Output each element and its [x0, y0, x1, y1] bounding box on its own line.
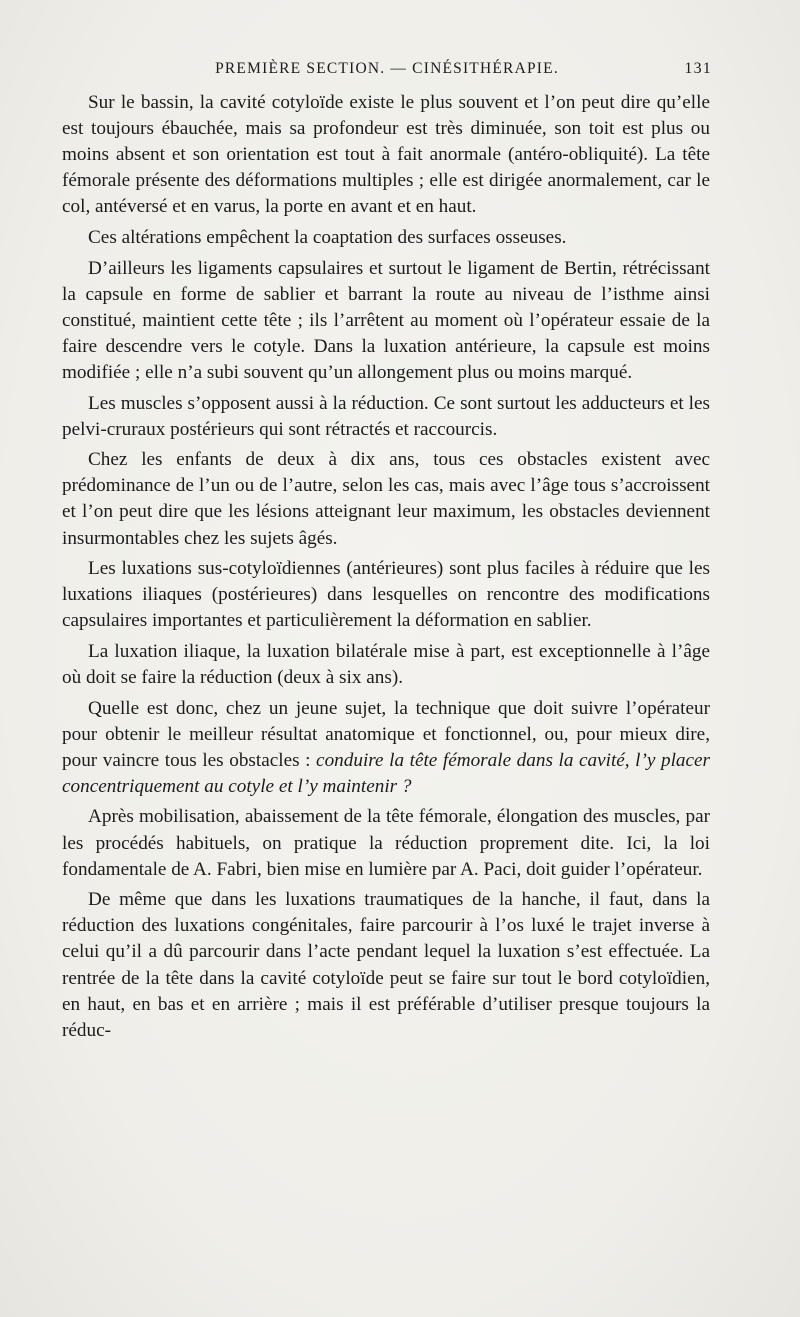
paragraph: Après mobilisation, abaissement de la tête fémorale, élongation des muscles, par les procédés habituels, on pratique la réduction proprement dite. Ici, la loi fondamentale de A. Fabri, bien mise en lumière par A. Paci, doit guider l’opérateur.: [62, 806, 710, 880]
paragraph: D’ailleurs les ligaments capsulaires et surtout le ligament de Bertin, rétrécissant la capsule en forme de sablier et barrant la route au niveau de l’isthme ainsi constitué, maintient cette tête ; ils l’arrêtent au moment où l’opérateur essaie de la faire descendre vers le cotyle. Dans la luxation antérieure, la capsule est moins modifiée ; elle n’a subi souvent qu’un allongement plus ou moins marqué.: [62, 257, 710, 383]
paragraph-with-italic: [62, 696, 710, 800]
page-header: [62, 60, 712, 84]
paragraph-text: Quelle est donc, chez un jeune sujet, la technique que doit suivre l’opérateur pour obtenir le meilleur résultat anatomique et fonctionnel, ou, pour mieux dire, pour vaincre tous les obstacles :: [62, 697, 710, 771]
page-number: 131: [684, 60, 712, 77]
paragraph: Ces altérations empêchent la coaptation des surfaces osseuses.: [88, 226, 567, 248]
paragraph: Sur le bassin, la cavité cotyloïde existe le plus souvent et l’on peut dire qu’elle est toujours ébauchée, mais sa profondeur est très diminuée, son toit est plus ou moins absent et son orientation est tout à fait anormale (antéro-obliquité). La tête fémorale présente des déformations multiples ; elle est dirigée anormalement, car le col, antéversé et en varus, la porte en avant et en haut.: [62, 92, 710, 218]
paragraph: Chez les enfants de deux à dix ans, tous ces obstacles existent avec prédominance de l’un ou de l’autre, selon les cas, mais avec l’âge tous s’accroissent et l’on peut dire que les lésions atteignant leur maximum, les obstacles deviennent insurmontables chez les sujets âgés.: [62, 449, 710, 549]
paragraph: Les luxations sus-cotyloïdiennes (antérieures) sont plus faciles à réduire que les luxations iliaques (postérieures) dans lesquelles on rencontre des modifications capsulaires importantes et particulièrement la déformation en sablier.: [62, 558, 710, 632]
running-title: PREMIÈRE SECTION. — CINÉSITHÉRAPIE.: [215, 60, 559, 77]
italic-question: conduire la tête fémorale dans la cavité, l’y placer concentriquement au cotyle et l’y maintenir ?: [62, 749, 710, 797]
paragraph: La luxation iliaque, la luxation bilatérale mise à part, est exceptionnelle à l’âge où doit se faire la réduction (deux à six ans).: [62, 640, 710, 688]
body-text: [62, 90, 710, 1048]
paragraph: Les muscles s’opposent aussi à la réduction. Ce sont surtout les adducteurs et les pelvi-cruraux postérieurs qui sont rétractés et raccourcis.: [62, 392, 710, 440]
paragraph: De même que dans les luxations traumatiques de la hanche, il faut, dans la réduction des luxations congénitales, faire parcourir à l’os luxé le trajet inverse à celui qu’il a dû parcourir dans l’acte pendant lequel la luxation s’est effectuée. La rentrée de la tête dans la cavité cotyloïde peut se faire sur tout le bord cotyloïdien, en haut, en bas et en arrière ; mais il est préférable d’utiliser presque toujours la réduc-: [62, 889, 710, 1041]
